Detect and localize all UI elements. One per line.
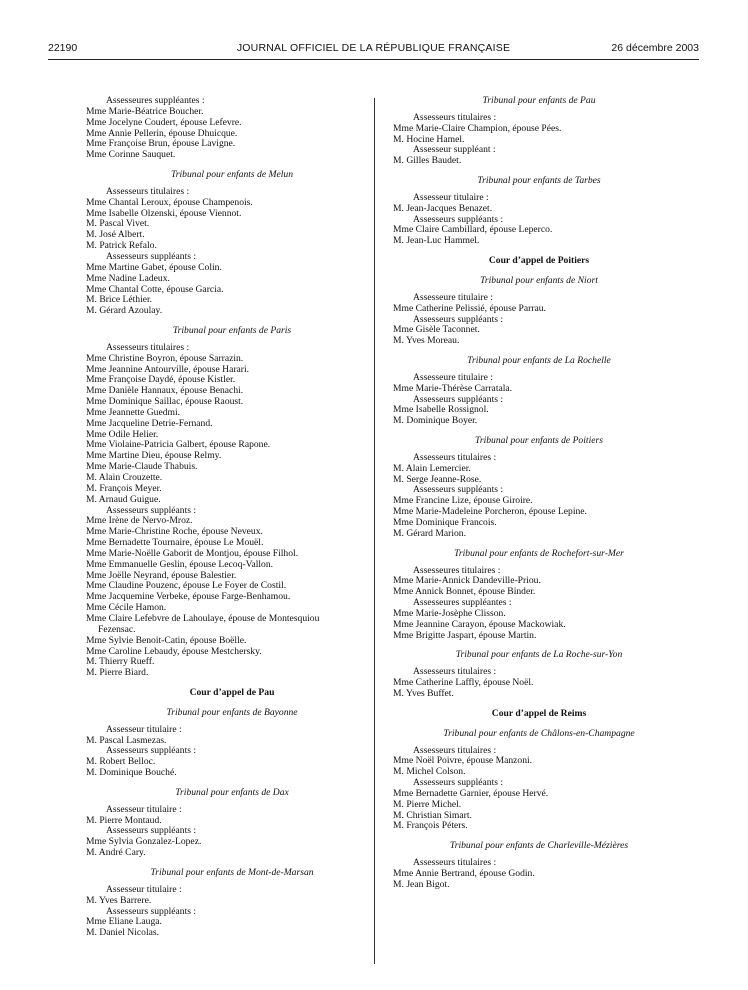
tribunal-heading: Tribunal pour enfants de Charleville-Mézières [449, 841, 629, 852]
assessor-name: Mme Marie-Béatrice Boucher. [86, 106, 204, 117]
tribunal-heading: Tribunal pour enfants de Tarbes [477, 176, 601, 187]
assessor-role-label: Assesseures suppléantes : [413, 598, 512, 609]
assessor-role-label: Assesseure titulaire : [413, 292, 493, 303]
assessor-name: Mme Christine Boyron, épouse Sarrazin. [86, 353, 244, 364]
assessor-name: M. Pierre Montaud. [86, 815, 162, 826]
assessor-name: Mme Claire Cambillard, épouse Leperco. [393, 225, 553, 236]
assessor-role-label: Assesseurs suppléants : [106, 906, 197, 917]
assessor-name-continuation: Fezensac. [98, 624, 136, 635]
tribunal-heading: Tribunal pour enfants de Bayonne [166, 707, 298, 718]
assessor-name: M. Pierre Biard. [86, 668, 149, 679]
assessor-name: M. Brice Léthier. [86, 295, 153, 306]
page-header [48, 42, 699, 60]
assessor-name: Mme Joëlle Neyrand, épouse Balestier. [86, 570, 237, 581]
assessor-role-label: Assesseurs suppléants : [106, 505, 197, 516]
assessor-name: M. Gilles Baudet. [393, 156, 462, 167]
court-heading: Cour d’appel de Reims [491, 708, 587, 719]
assessor-name: Mme Jacquemine Verbeke, épouse Farge-Benhamou. [86, 592, 291, 603]
tribunal-heading: Tribunal pour enfants de Mont-de-Marsan [150, 868, 314, 878]
page-number: 22190 [48, 42, 78, 54]
assessor-name: Mme Annie Bertrand, épouse Godin. [393, 868, 535, 879]
tribunal-heading: Tribunal pour enfants de Pau [482, 96, 596, 106]
assessor-role-label: Assesseurs titulaires : [413, 858, 497, 869]
assessor-role-label: Assesseure titulaire : [413, 372, 493, 383]
header-rule [48, 59, 699, 60]
assessor-role-label: Assesseur titulaire : [106, 884, 182, 895]
assessor-name: Mme Claudine Pouzenc, épouse Le Foyer de Costil. [86, 581, 287, 592]
assessor-name: Mme Emmanuelle Geslin, épouse Lecoq-Vallon. [86, 559, 274, 570]
assessor-name: M. Yves Moreau. [393, 336, 460, 347]
tribunal-heading: Tribunal pour enfants de La Rochelle [467, 356, 611, 367]
assessor-name: Mme Francine Lize, épouse Giroire. [393, 496, 533, 507]
assessor-name: Mme Caroline Lebaudy, épouse Mestchersky. [86, 646, 262, 657]
assessor-name: Mme Marie-Thérèse Carratala. [393, 383, 513, 394]
assessor-role-label: Assesseurs titulaires : [106, 186, 190, 197]
assessor-name: M. Alain Crouzette. [86, 473, 163, 483]
assessor-name: M. Dominique Boyer. [393, 416, 478, 427]
left-column [86, 96, 378, 939]
assessor-name: M. Jean Bigot. [393, 879, 450, 890]
assessor-name: Mme Françoise Daydé, épouse Kistler. [86, 375, 236, 386]
assessor-name: M. Serge Jeanne-Rose. [393, 474, 482, 485]
assessor-role-label: Assesseures titulaires : [413, 565, 501, 576]
assessor-name: Mme Chantal Leroux, épouse Champenois. [86, 197, 253, 208]
assessor-role-label: Assesseurs suppléants : [106, 746, 197, 757]
assessor-role-label: Assesseurs titulaires : [413, 745, 497, 756]
assessor-name: Mme Chantal Cotte, épouse Garcia. [86, 284, 224, 295]
assessor-name: M. Hocine Hamel. [393, 134, 465, 145]
assessor-name: Mme Sylvie Benoit-Catin, épouse Boëlle. [86, 635, 247, 646]
assessor-name: M. Robert Belloc. [86, 757, 156, 768]
tribunal-heading: Tribunal pour enfants de La Roche-sur-Yon [455, 650, 623, 661]
assessor-name: M. Jean-Luc Hammel. [393, 236, 480, 247]
assessor-name: Mme Cécile Hamon. [86, 603, 167, 614]
assessor-name: M. Arnaud Guigue. [86, 494, 161, 505]
court-heading: Cour d’appel de Pau [189, 688, 275, 699]
assessor-name: Mme Nadine Ladeux. [86, 273, 170, 284]
assessor-name: M. Dominique Bouché. [86, 768, 177, 779]
assessor-name: M. Thierry Rueff. [86, 657, 155, 668]
assessor-name: Mme Marie-Noëlle Gaborit de Montjou, épouse Filhol. [86, 548, 299, 559]
assessor-name: Mme Bernadette Garnier, épouse Hervé. [393, 788, 549, 799]
assessor-name: M. Daniel Nicolas. [86, 928, 160, 939]
tribunal-heading: Tribunal pour enfants de Paris [172, 326, 292, 337]
assessor-name: Mme Jocelyne Coudert, épouse Lefevre. [86, 117, 242, 128]
assessor-name: Mme Catherine Pelissié, épouse Parrau. [393, 303, 546, 314]
assessor-name: Mme Martine Gabet, épouse Colin. [86, 262, 222, 273]
assessor-name: M. Christian Simart. [393, 810, 472, 821]
assessor-name: M. Pascal Vivet. [86, 219, 150, 230]
assessor-name: Mme Odile Helier. [86, 429, 159, 440]
assessor-role-label: Assesseur titulaire : [106, 804, 182, 815]
assessor-role-label: Assesseur suppléant : [413, 145, 496, 156]
assessor-role-label: Assesseurs suppléants : [413, 778, 504, 789]
tribunal-heading: Tribunal pour enfants de Châlons-en-Champagne [443, 728, 635, 739]
assessor-name: Mme Isabelle Olzenski, épouse Viennot. [86, 208, 242, 219]
assessor-name: M. Jean-Jacques Benazet. [393, 203, 493, 214]
assessor-name: Mme Marie-Josèphe Clisson. [393, 608, 506, 619]
assessor-role-label: Assesseures suppléantes : [106, 96, 205, 106]
assessor-name: Mme Françoise Brun, épouse Lavigne. [86, 139, 236, 150]
assessor-name: Mme Martine Dieu, épouse Relmy. [86, 451, 222, 462]
issue-date: 26 décembre 2003 [611, 42, 699, 54]
assessor-name: M. Gérard Azoulay. [86, 306, 163, 317]
assessor-name: Mme Claire Lefebvre de Lahoulaye, épouse de Montesquiou [86, 613, 320, 624]
assessor-name: M. Yves Barrere. [86, 895, 152, 906]
assessor-name: M. José Albert. [86, 230, 145, 241]
assessor-name: Mme Annick Bonnet, épouse Binder. [393, 587, 536, 598]
assessor-name: Mme Marie-Madeleine Porcheron, épouse Lepine. [393, 507, 587, 518]
assessor-name: Mme Jeannine Antourville, épouse Harari. [86, 364, 250, 375]
assessor-name: M. Pierre Michel. [393, 799, 462, 810]
assessor-name: M. Yves Buffet. [393, 688, 454, 699]
tribunal-heading: Tribunal pour enfants de Dax [175, 787, 289, 798]
assessor-name: Mme Gisèle Taconnet. [393, 325, 480, 336]
assessor-name: M. Pascal Lasmezas. [86, 735, 167, 746]
tribunal-heading: Tribunal pour enfants de Melun [170, 170, 294, 181]
assessor-name: Mme Irène de Nervo-Mroz. [86, 516, 193, 527]
assessor-name: Mme Annie Pellerin, épouse Dhuicque. [86, 128, 238, 139]
assessor-name: Mme Sylvia Gonzalez-Lopez. [86, 837, 202, 848]
assessor-name: Mme Marie-Claude Thabuis. [86, 462, 198, 473]
assessor-role-label: Assesseurs titulaires : [413, 112, 497, 123]
assessor-role-label: Assesseurs titulaires : [413, 452, 497, 463]
assessor-name: Mme Eliane Lauga. [86, 917, 162, 928]
assessor-name: Mme Corinne Sauquet. [86, 150, 176, 161]
assessor-name: Mme Catherine Laffly, épouse Noël. [393, 678, 534, 689]
assessor-role-label: Assesseur titulaire : [106, 724, 182, 735]
assessor-name: M. Alain Lemercier. [393, 463, 471, 474]
assessor-name: Mme Brigitte Jaspart, épouse Martin. [393, 630, 537, 641]
assessor-name: Mme Jeannette Guedmi. [86, 407, 181, 418]
assessor-role-label: Assesseurs titulaires : [106, 342, 190, 353]
assessor-name: Mme Violaine-Patricia Galbert, épouse Rapone. [86, 440, 271, 451]
assessor-role-label: Assesseurs suppléants : [413, 314, 504, 325]
assessor-name: M. Michel Colson. [393, 767, 466, 778]
assessor-name: M. François Meyer. [86, 483, 162, 494]
tribunal-heading: Tribunal pour enfants de Rochefort-sur-Mer [454, 548, 624, 559]
assessor-role-label: Assesseurs titulaires : [413, 667, 497, 678]
journal-title: JOURNAL OFFICIEL DE LA RÉPUBLIQUE FRANÇAISE [236, 42, 511, 54]
assessor-role-label: Assesseurs suppléants : [413, 485, 504, 496]
assessor-role-label: Assesseur titulaire : [413, 192, 489, 203]
assessor-name: M. André Cary. [86, 848, 146, 859]
assessor-role-label: Assesseurs suppléants : [413, 394, 504, 405]
assessor-name: Mme Jacqueline Detrie-Fernand. [86, 418, 213, 429]
assessor-name: M. François Péters. [393, 821, 468, 832]
assessor-name: Mme Bernadette Tournaire, épouse Le Mouël. [86, 538, 264, 549]
assessor-name: M. Patrick Refalo. [86, 241, 157, 252]
assessor-role-label: Assesseurs suppléants : [106, 251, 197, 262]
assessor-name: Mme Marie-Annick Dandeville-Priou. [393, 576, 541, 587]
assessor-name: Mme Marie-Christine Roche, épouse Neveux. [86, 527, 263, 538]
tribunal-heading: Tribunal pour enfants de Niort [480, 275, 598, 286]
assessor-name: Mme Noël Poivre, épouse Manzoni. [393, 756, 533, 767]
assessor-name: Mme Danièle Hannaux, épouse Benachi. [86, 386, 244, 397]
assessor-name: Mme Marie-Claire Champion, épouse Pées. [393, 123, 562, 134]
assessor-role-label: Assesseurs suppléants : [106, 826, 197, 837]
assessor-name: M. Gérard Marion. [393, 528, 466, 539]
assessor-name: Mme Dominique Francois. [393, 518, 497, 528]
right-column [393, 96, 685, 891]
assessor-role-label: Assesseurs suppléants : [413, 214, 504, 225]
court-heading: Cour d’appel de Poitiers [488, 256, 590, 267]
tribunal-heading: Tribunal pour enfants de Poitiers [475, 436, 603, 447]
assessor-name: Mme Isabelle Rossignol. [393, 405, 489, 416]
column-divider [374, 98, 375, 964]
assessor-name: Mme Dominique Saillac, épouse Raoust. [86, 397, 244, 408]
assessor-name: Mme Jeannine Carayon, épouse Mackowiak. [393, 619, 566, 630]
